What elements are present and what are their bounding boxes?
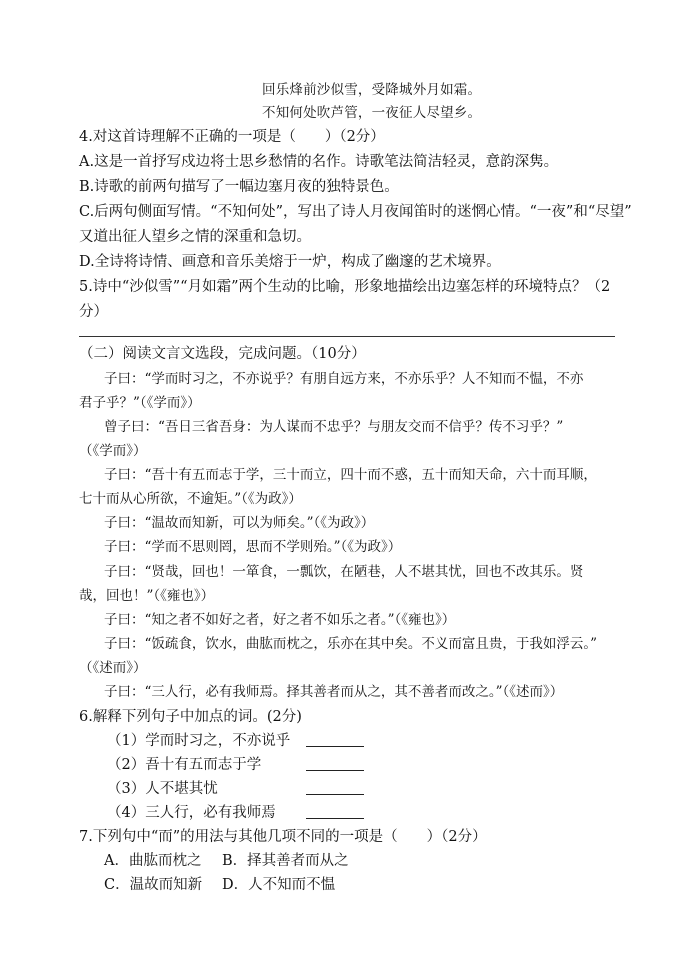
question-5-stem-line-2: 分） bbox=[79, 304, 108, 320]
answer-divider-line bbox=[79, 336, 615, 337]
passage-2-line-1: 曾子曰：“吾日三省吾身：为人谋而不忠乎？与朋友交而不信乎？传不习乎？” bbox=[104, 419, 564, 435]
question-4-option-b: B.诗歌的前两句描写了一幅边塞月夜的独特景色。 bbox=[79, 179, 399, 195]
question-7-option-a: A．曲肱而枕之 bbox=[104, 853, 202, 869]
question-4-option-c-line-1: C.后两句侧面写情。“不知何处”，写出了诗人月夜闻笛时的迷惘心情。“一夜”和“尽望” bbox=[79, 204, 632, 220]
section-2-title: （二）阅读文言文选段，完成问题。（10分） bbox=[79, 346, 366, 362]
passage-6-line-1: 子曰：“贤哉，回也！一箪食，一瓢饮，在陋巷，人不堪其忧，回也不改其乐。贤 bbox=[104, 564, 584, 580]
question-4-option-d: D.全诗将诗情、画意和音乐美熔于一炉，构成了幽邃的艺术境界。 bbox=[79, 254, 501, 270]
passage-5: 子曰：“学而不思则罔，思而不学则殆。”（《为政》） bbox=[104, 539, 402, 555]
question-6-item-4: （4）三人行，必有我师焉 bbox=[107, 805, 276, 821]
answer-blank-1[interactable] bbox=[306, 746, 364, 747]
question-4-option-c-line-2: 又道出征人望乡之情的深重和急切。 bbox=[79, 229, 311, 245]
question-7-stem: 7.下列句中“而”的用法与其他几项不同的一项是（ ）（2分） bbox=[79, 829, 487, 845]
answer-blank-4[interactable] bbox=[306, 818, 364, 819]
question-7-option-d: D．人不知而不愠 bbox=[222, 877, 336, 893]
question-5-stem-line-1: 5.诗中“沙似雪”“月如霜”两个生动的比喻，形象地描绘出边塞怎样的环境特点？（2 bbox=[79, 279, 611, 295]
passage-2-line-2: （《学而》） bbox=[79, 443, 147, 459]
poem-line-1: 回乐烽前沙似雪，受降城外月如霜。 bbox=[262, 82, 482, 98]
question-6-stem: 6.解释下列句子中加点的词。(2分) bbox=[79, 709, 302, 725]
passage-9: 子曰：“三人行，必有我师焉。择其善者而从之，其不善者而改之。”（《述而》） bbox=[104, 684, 564, 700]
passage-1-line-2: 君子乎？”（《学而》） bbox=[79, 395, 201, 411]
question-7-option-b: B．择其善者而从之 bbox=[222, 853, 349, 869]
answer-blank-3[interactable] bbox=[306, 794, 364, 795]
question-6-item-3: （3）人不堪其忧 bbox=[107, 781, 218, 797]
passage-3-line-2: 七十而从心所欲，不逾矩。”（《为政》） bbox=[79, 491, 302, 507]
passage-1-line-1: 子曰：“学而时习之，不亦说乎？有朋自远方来，不亦乐乎？人不知而不愠，不亦 bbox=[104, 371, 584, 387]
question-6-item-2: （2）吾十有五而志于学 bbox=[107, 757, 262, 773]
passage-3-line-1: 子曰：“吾十有五而志于学，三十而立，四十而不惑，五十而知天命，六十而耳顺， bbox=[104, 467, 597, 483]
answer-blank-2[interactable] bbox=[306, 770, 364, 771]
passage-8-line-1: 子曰：“饭疏食，饮水，曲肱而枕之，乐亦在其中矣。不义而富且贵，于我如浮云。” bbox=[104, 636, 598, 652]
passage-6-line-2: 哉，回也！”（《雍也》） bbox=[79, 588, 215, 604]
passage-7: 子曰：“知之者不如好之者，好之者不如乐之者。”（《雍也》） bbox=[104, 612, 456, 628]
question-4-stem: 4.对这首诗理解不正确的一项是（ ）（2分） bbox=[79, 129, 385, 145]
passage-8-line-2: （《述而》） bbox=[79, 660, 147, 676]
question-7-option-c: C．温故而知新 bbox=[104, 877, 203, 893]
poem-line-2: 不知何处吹芦管，一夜征人尽望乡。 bbox=[262, 105, 482, 121]
question-6-item-1: （1）学而时习之，不亦说乎 bbox=[107, 733, 291, 749]
question-4-option-a: A.这是一首抒写戍边将士思乡愁情的名作。诗歌笔法简洁轻灵，意韵深隽。 bbox=[79, 154, 559, 170]
passage-4: 子曰：“温故而知新，可以为师矣。”（《为政》） bbox=[104, 515, 375, 531]
